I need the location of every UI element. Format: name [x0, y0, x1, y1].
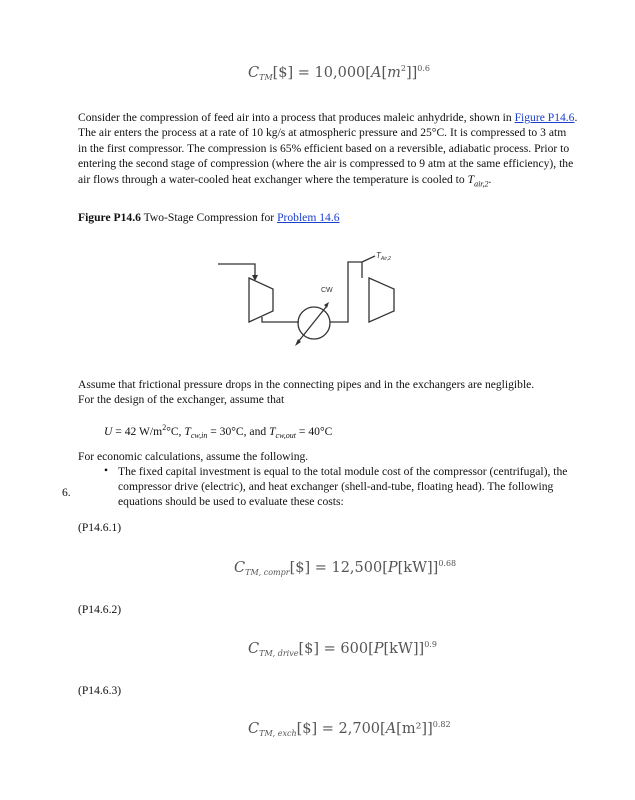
temperature-leader: [362, 256, 375, 262]
design-conditions: U = 42 $W/m^2^\circ C$, $T_{cw,in} = 30^\circ C$, and $T_{cw,out} = 40^\circ C$: [104, 423, 333, 441]
item-number: 6.: [62, 486, 71, 499]
inlet-line: [218, 264, 255, 278]
equation-1: $C_{TM, compr}[\$] = 12,500[P[kW]]^{0.68}$: [234, 559, 457, 577]
equation-2-label: (P14.6.2): [78, 603, 122, 616]
problem-link[interactable]: Problem 14.6: [277, 211, 340, 224]
compressor-1: [249, 278, 273, 322]
equation-3-label: (P14.6.3): [78, 684, 122, 697]
figure-link[interactable]: Figure P14.6: [514, 111, 575, 124]
cw-arrow-top: [324, 302, 329, 308]
pipe-2: [330, 262, 362, 322]
equation-1-label: (P14.6.1): [78, 521, 122, 534]
t-air2-label: $T_{Air,2}$: [376, 251, 391, 262]
figure-caption: Figure P14.6 Two-Stage Compression for Problem 14.6: [78, 211, 340, 224]
cooling-water-line: [302, 307, 326, 337]
economic-intro: For economic calculations, assume the following.: [78, 450, 309, 463]
assume-paragraph: Assume that frictional pressure drops in the connecting pipes and in the exchangers are negligible. For the design of the exchanger, assume that: [78, 378, 535, 406]
compressor-2: [369, 278, 394, 322]
bullet-text: The fixed capital investment is equal to the total module cost of the compressor (centrifugal), the compressor drive (electric), and heat exchanger (shell-and-tube, floating head). The following equations should be used to evaluate these costs:: [118, 465, 568, 508]
intro-paragraph: Consider the compression of feed air into a process that produces maleic anhydride, shown in Figure P14.6. The air enters the process at a rate of 10 kg/s at atmospheric pressure and 25°C. It is compressed to 3 atm in the first compressor. The compression is 65% efficient based on a reversible, adiabatic process. Prior to entering the second stage of compression (where the air is compressed to 9 atm at the same efficiency), the air flows through a water-cooled heat exchanger where the temperature is cooled to $T_{air,2}$.: [78, 111, 578, 188]
bullet-marker: •: [104, 464, 109, 477]
cw-label: CW: [321, 287, 333, 294]
two-stage-compression-diagram: [215, 244, 415, 352]
pipe-1: [262, 317, 299, 322]
equation-3: $C_{TM, exch}[\$] = 2,700[A[m^2]]^{0.82}$: [248, 720, 451, 738]
equation-2: $C_{TM, drive}[\$] = 600[P[kW]]^{0.9}$: [248, 640, 437, 658]
top-cost-equation: $C_{TM}[\$] = 10,000[A[m^2]]^{0.6}$: [248, 64, 431, 82]
